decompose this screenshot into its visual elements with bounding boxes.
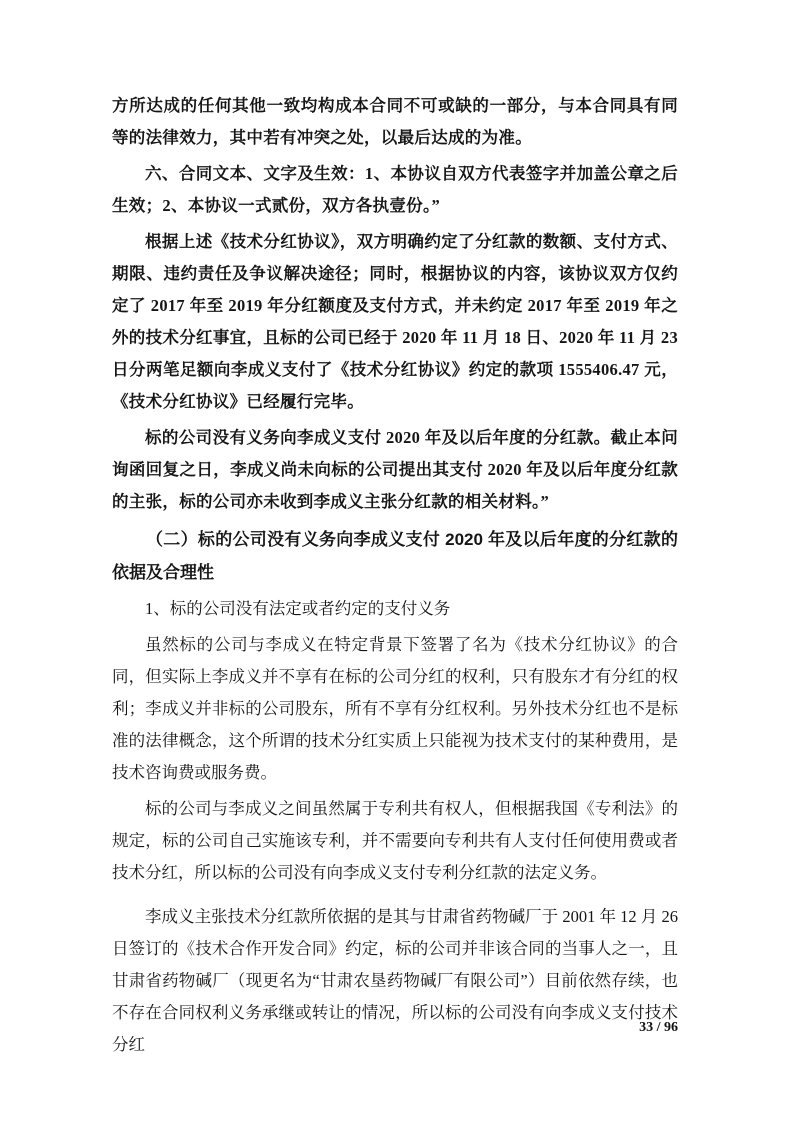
body-paragraph: 标的公司与李成义之间虽然属于专利共有权人，但根据我国《专利法》的规定，标的公司自己实施该专利，并不需要向专利共有人支付任何使用费或者技术分红，所以标的公司没有向李成义支付专利分红款的法定义务。 [112,799,678,882]
body-paragraph: 虽然标的公司与李成义在特定背景下签署了名为《技术分红协议》的合同，但实际上李成义并不享有在标的公司分红的权利，只有股东才有分红的权利；李成义并非标的公司股东，所有不享有分红权利。另外技术分红也不是标准的法律概念，这个所谓的技术分红实质上只能视为技术支付的某种费用，是技术咨询费或服务费。 [112,635,678,782]
document-body [112,90,678,1065]
quoted-paragraph-continuation: 方所达成的任何其他一致均构成本合同不可或缺的一部分，与本合同具有同等的法律效力，其中若有冲突之处，以最后达成的为准。 [112,96,678,147]
quoted-paragraph: 六、合同文本、文字及生效：1、本协议自双方代表签字并加盖公章之后生效；2、本协议一式贰份，双方各执壹份。” [112,164,678,215]
sub-heading: 1、标的公司没有法定或者约定的支付义务 [145,599,451,618]
page-number: 33 / 96 [639,1020,678,1035]
body-paragraph: 李成义主张技术分红款所依据的是其与甘肃省药物碱厂于 2001 年 12 月 26 日签订的《技术合作开发合同》约定，标的公司并非该合同的当事人之一，且甘肃省药物碱厂（现更名为“甘肃农垦药物碱厂有限公司”）目前依然存续，也不存在合同权利义务承继或转让的情况，所以标的公司没有向李成义支付技术分红 [112,907,678,1054]
quoted-paragraph: 根据上述《技术分红协议》，双方明确约定了分红款的数额、支付方式、期限、违约责任及争议解决途径；同时，根据协议的内容，该协议双方仅约定了 2017 年至 2019 年分红额度及支付方式，并未约定 2017 年至 2019 年之外的技术分红事宜，且标的公司已经于 2020 年 11 月 18 日、2020 年 11 月 23 日分两笔足额向李成义支付了《技术分红协议》约定的款项 1555406.47 元，《技术分红协议》已经履行完毕。 [112,232,678,411]
quoted-paragraph: 标的公司没有义务向李成义支付 2020 年及以后年度的分红款。截止本问询函回复之日，李成义尚未向标的公司提出其支付 2020 年及以后年度分红款的主张，标的公司亦未收到李成义主张分红款的相关材料。” [112,428,678,511]
section-heading: （二）标的公司没有义务向李成义支付 2020 年及以后年度的分红款的依据及合理性 [112,530,678,582]
